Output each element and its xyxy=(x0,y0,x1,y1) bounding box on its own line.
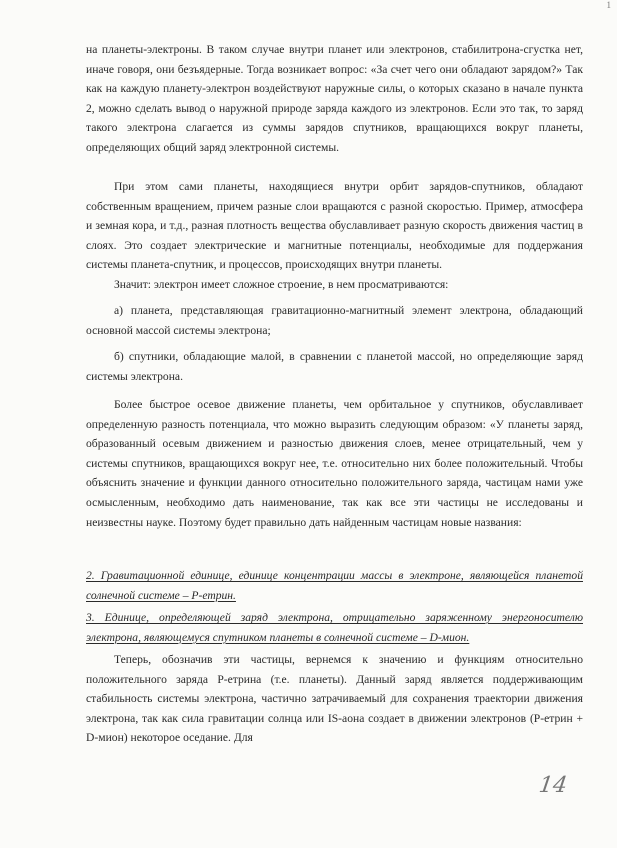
paragraph-4: а) планета, представляющая гравитационно-магнитный элемент электрона, обладающий основной массой системы электрона; xyxy=(86,304,583,337)
paragraph-6: Более быстрое осевое движение планеты, чем орбитальное у спутников, обуславливает определенную разность потенциала, что можно выразить следующим образом: «У планеты заряд, образованный осевым движением и разностью движения слоев, менее отрицательный, чем у системы спутников, вращающихся вокруг нее, т.е. относительно них более положительный. Чтобы объяснить значение и функции данного относительно положительного заряда, частицам нами уже осмысленным, необходимо дать наименование, так как все эти частицы не исследованы и неизвестны науке. Поэтому будет правильно дать найденным частицам новые названия: xyxy=(86,398,583,529)
paragraph-1: на планеты-электроны. В таком случае внутри планет или электронов, стабилитрона-сгустка нет, иначе говоря, они безъядерные. Тогда возникает вопрос: «За счет чего они обладают зарядом?» Так как на каждую планету-электрон воздействуют наружные силы, о которых сказано в начале пункта 2, можно сделать вывод о наружной природе заряда каждого из электронов. Если это так, то заряд такого электрона слагается из суммы зарядов спутников, вращающихся вокруг планеты, определяющих общий заряд электронной системы. xyxy=(86,43,583,154)
page-number: 14 xyxy=(537,773,569,798)
definition-2: 2. Гравитационной единице, единице концентрации массы в электроне, являющейся планетой солнечной системе – P-етрин. xyxy=(86,569,583,602)
corner-mark: 1 xyxy=(606,0,611,10)
paragraph-2: При этом сами планеты, находящиеся внутри орбит зарядов-спутников, обладают собственным вращением, причем разные слои вращаются с разной скоростью. Пример, атмосфера и земная кора, и т.д., разная плотность вещества обуславливает разную скорость движения частиц в слоях. Это создает электрические и магнитные потенциалы, необходимые для поддержания системы планета-спутник, и процессов, происходящих внутри планеты. xyxy=(86,180,583,272)
paragraph-5: б) спутники, обладающие малой, в сравнении с планетой массой, но определяющие заряд системы электрона. xyxy=(86,350,583,383)
paragraph-3: Значит: электрон имеет сложное строение, в нем просматриваются: xyxy=(114,278,449,291)
paragraph-7: Теперь, обозначив эти частицы, вернемся к значению и функциям относительно положительного заряда P-етрина (т.е. планеты). Данный заряд является поддерживающим стабильность системы электрона, частично затрачиваемый для сохранения траектории движения электрона, так как сила гравитации солнца или IS-аона создает в движении электронов (P-етрин + D-мион) некоторое оседание. Для xyxy=(86,653,583,745)
definition-3: 3. Единице, определяющей заряд электрона, отрицательно заряженному энергоносителю электрона, являющемуся спутником планеты в солнечной системе – D-мион. xyxy=(86,611,583,644)
